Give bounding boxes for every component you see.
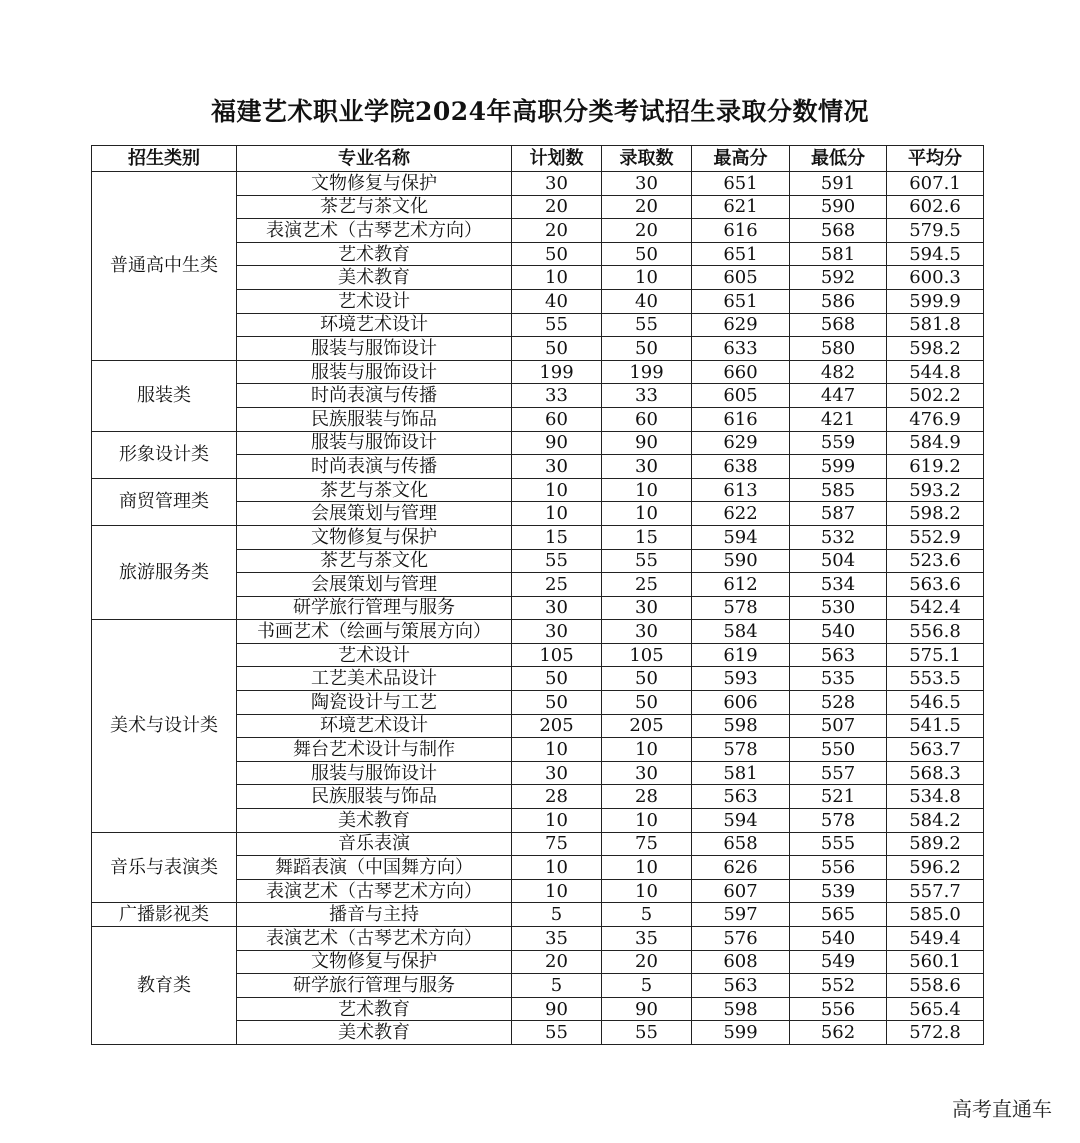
admit-count-cell: 28: [602, 785, 692, 809]
max-score-cell: 608: [692, 950, 790, 974]
plan-count-cell: 40: [512, 289, 602, 313]
admit-count-cell: 5: [602, 974, 692, 998]
min-score-cell: 521: [790, 785, 887, 809]
avg-score-cell: 594.5: [887, 242, 984, 266]
plan-count-cell: 10: [512, 856, 602, 880]
avg-score-cell: 557.7: [887, 879, 984, 903]
major-name-cell: 研学旅行管理与服务: [237, 596, 512, 620]
admit-count-cell: 75: [602, 832, 692, 856]
admit-count-cell: 15: [602, 525, 692, 549]
major-name-cell: 民族服装与饰品: [237, 785, 512, 809]
major-name-cell: 艺术设计: [237, 643, 512, 667]
major-name-cell: 服装与服饰设计: [237, 431, 512, 455]
avg-score-cell: 542.4: [887, 596, 984, 620]
category-cell: 服装类: [92, 360, 237, 431]
major-name-cell: 播音与主持: [237, 903, 512, 927]
plan-count-cell: 90: [512, 997, 602, 1021]
avg-score-cell: 579.5: [887, 219, 984, 243]
plan-count-cell: 5: [512, 903, 602, 927]
avg-score-cell: 552.9: [887, 525, 984, 549]
max-score-cell: 584: [692, 620, 790, 644]
min-score-cell: 590: [790, 195, 887, 219]
header-avg-score: 平均分: [887, 146, 984, 172]
admit-count-cell: 35: [602, 927, 692, 951]
table-row: [92, 172, 984, 196]
max-score-cell: 619: [692, 643, 790, 667]
max-score-cell: 593: [692, 667, 790, 691]
min-score-cell: 568: [790, 219, 887, 243]
max-score-cell: 606: [692, 691, 790, 715]
admission-score-table: [91, 145, 984, 1045]
major-name-cell: 茶艺与茶文化: [237, 549, 512, 573]
avg-score-cell: 546.5: [887, 691, 984, 715]
min-score-cell: 562: [790, 1021, 887, 1045]
table-row: [92, 360, 984, 384]
major-name-cell: 文物修复与保护: [237, 172, 512, 196]
table-row: [92, 620, 984, 644]
header-min-score: 最低分: [790, 146, 887, 172]
min-score-cell: 540: [790, 620, 887, 644]
avg-score-cell: 549.4: [887, 927, 984, 951]
avg-score-cell: 596.2: [887, 856, 984, 880]
major-name-cell: 舞蹈表演（中国舞方向）: [237, 856, 512, 880]
min-score-cell: 599: [790, 455, 887, 479]
major-name-cell: 陶瓷设计与工艺: [237, 691, 512, 715]
admit-count-cell: 10: [602, 738, 692, 762]
major-name-cell: 表演艺术（古琴艺术方向）: [237, 219, 512, 243]
admit-count-cell: 50: [602, 242, 692, 266]
max-score-cell: 605: [692, 384, 790, 408]
major-name-cell: 时尚表演与传播: [237, 384, 512, 408]
admit-count-cell: 10: [602, 502, 692, 526]
major-name-cell: 服装与服饰设计: [237, 761, 512, 785]
major-name-cell: 民族服装与饰品: [237, 407, 512, 431]
major-name-cell: 舞台艺术设计与制作: [237, 738, 512, 762]
major-name-cell: 美术教育: [237, 1021, 512, 1045]
major-name-cell: 音乐表演: [237, 832, 512, 856]
admit-count-cell: 60: [602, 407, 692, 431]
max-score-cell: 638: [692, 455, 790, 479]
admit-count-cell: 50: [602, 667, 692, 691]
min-score-cell: 585: [790, 478, 887, 502]
category-cell: 旅游服务类: [92, 525, 237, 619]
avg-score-cell: 602.6: [887, 195, 984, 219]
admit-count-cell: 90: [602, 431, 692, 455]
max-score-cell: 621: [692, 195, 790, 219]
min-score-cell: 586: [790, 289, 887, 313]
major-name-cell: 艺术教育: [237, 997, 512, 1021]
admit-count-cell: 55: [602, 313, 692, 337]
min-score-cell: 482: [790, 360, 887, 384]
min-score-cell: 534: [790, 573, 887, 597]
plan-count-cell: 28: [512, 785, 602, 809]
plan-count-cell: 20: [512, 195, 602, 219]
plan-count-cell: 10: [512, 502, 602, 526]
avg-score-cell: 607.1: [887, 172, 984, 196]
plan-count-cell: 30: [512, 596, 602, 620]
admit-count-cell: 20: [602, 195, 692, 219]
min-score-cell: 504: [790, 549, 887, 573]
avg-score-cell: 572.8: [887, 1021, 984, 1045]
avg-score-cell: 600.3: [887, 266, 984, 290]
max-score-cell: 616: [692, 407, 790, 431]
max-score-cell: 581: [692, 761, 790, 785]
admit-count-cell: 205: [602, 714, 692, 738]
admit-count-cell: 30: [602, 455, 692, 479]
min-score-cell: 549: [790, 950, 887, 974]
major-name-cell: 艺术教育: [237, 242, 512, 266]
admit-count-cell: 5: [602, 903, 692, 927]
plan-count-cell: 30: [512, 172, 602, 196]
table-row: [92, 478, 984, 502]
avg-score-cell: 598.2: [887, 337, 984, 361]
admit-count-cell: 10: [602, 879, 692, 903]
min-score-cell: 532: [790, 525, 887, 549]
max-score-cell: 578: [692, 738, 790, 762]
avg-score-cell: 560.1: [887, 950, 984, 974]
major-name-cell: 文物修复与保护: [237, 525, 512, 549]
max-score-cell: 660: [692, 360, 790, 384]
avg-score-cell: 544.8: [887, 360, 984, 384]
plan-count-cell: 105: [512, 643, 602, 667]
min-score-cell: 539: [790, 879, 887, 903]
max-score-cell: 607: [692, 879, 790, 903]
category-cell: 商贸管理类: [92, 478, 237, 525]
plan-count-cell: 20: [512, 219, 602, 243]
max-score-cell: 613: [692, 478, 790, 502]
plan-count-cell: 50: [512, 337, 602, 361]
admit-count-cell: 10: [602, 856, 692, 880]
avg-score-cell: 568.3: [887, 761, 984, 785]
plan-count-cell: 50: [512, 242, 602, 266]
admit-count-cell: 25: [602, 573, 692, 597]
major-name-cell: 时尚表演与传播: [237, 455, 512, 479]
table-row: [92, 927, 984, 951]
admit-count-cell: 55: [602, 549, 692, 573]
min-score-cell: 555: [790, 832, 887, 856]
min-score-cell: 540: [790, 927, 887, 951]
watermark-text: 高考直通车: [952, 1097, 1052, 1121]
avg-score-cell: 565.4: [887, 997, 984, 1021]
avg-score-cell: 556.8: [887, 620, 984, 644]
category-cell: 音乐与表演类: [92, 832, 237, 903]
max-score-cell: 651: [692, 242, 790, 266]
plan-count-cell: 205: [512, 714, 602, 738]
header-admit-count: 录取数: [602, 146, 692, 172]
min-score-cell: 552: [790, 974, 887, 998]
max-score-cell: 590: [692, 549, 790, 573]
min-score-cell: 421: [790, 407, 887, 431]
admit-count-cell: 105: [602, 643, 692, 667]
max-score-cell: 612: [692, 573, 790, 597]
max-score-cell: 629: [692, 431, 790, 455]
max-score-cell: 598: [692, 997, 790, 1021]
plan-count-cell: 50: [512, 691, 602, 715]
plan-count-cell: 30: [512, 455, 602, 479]
max-score-cell: 594: [692, 809, 790, 833]
header-plan-count: 计划数: [512, 146, 602, 172]
max-score-cell: 629: [692, 313, 790, 337]
max-score-cell: 563: [692, 974, 790, 998]
major-name-cell: 茶艺与茶文化: [237, 478, 512, 502]
min-score-cell: 581: [790, 242, 887, 266]
major-name-cell: 环境艺术设计: [237, 313, 512, 337]
major-name-cell: 研学旅行管理与服务: [237, 974, 512, 998]
plan-count-cell: 25: [512, 573, 602, 597]
plan-count-cell: 55: [512, 1021, 602, 1045]
min-score-cell: 556: [790, 856, 887, 880]
major-name-cell: 美术教育: [237, 266, 512, 290]
category-cell: 美术与设计类: [92, 620, 237, 832]
min-score-cell: 530: [790, 596, 887, 620]
admit-count-cell: 10: [602, 478, 692, 502]
max-score-cell: 578: [692, 596, 790, 620]
max-score-cell: 594: [692, 525, 790, 549]
min-score-cell: 563: [790, 643, 887, 667]
avg-score-cell: 558.6: [887, 974, 984, 998]
major-name-cell: 工艺美术品设计: [237, 667, 512, 691]
major-name-cell: 文物修复与保护: [237, 950, 512, 974]
min-score-cell: 580: [790, 337, 887, 361]
major-name-cell: 会展策划与管理: [237, 502, 512, 526]
min-score-cell: 592: [790, 266, 887, 290]
min-score-cell: 507: [790, 714, 887, 738]
avg-score-cell: 502.2: [887, 384, 984, 408]
admit-count-cell: 50: [602, 691, 692, 715]
category-cell: 教育类: [92, 927, 237, 1045]
table-row: [92, 832, 984, 856]
table-row: [92, 525, 984, 549]
page-title: 福建艺术职业学院2024年高职分类考试招生录取分数情况: [210, 97, 870, 126]
plan-count-cell: 10: [512, 266, 602, 290]
plan-count-cell: 75: [512, 832, 602, 856]
admit-count-cell: 10: [602, 266, 692, 290]
avg-score-cell: 599.9: [887, 289, 984, 313]
max-score-cell: 616: [692, 219, 790, 243]
category-cell: 普通高中生类: [92, 172, 237, 361]
avg-score-cell: 584.9: [887, 431, 984, 455]
max-score-cell: 576: [692, 927, 790, 951]
min-score-cell: 550: [790, 738, 887, 762]
major-name-cell: 茶艺与茶文化: [237, 195, 512, 219]
table-body: [92, 172, 984, 1045]
plan-count-cell: 60: [512, 407, 602, 431]
avg-score-cell: 563.6: [887, 573, 984, 597]
avg-score-cell: 476.9: [887, 407, 984, 431]
min-score-cell: 565: [790, 903, 887, 927]
admit-count-cell: 30: [602, 172, 692, 196]
table-row: [92, 903, 984, 927]
admit-count-cell: 10: [602, 809, 692, 833]
avg-score-cell: 593.2: [887, 478, 984, 502]
admit-count-cell: 30: [602, 596, 692, 620]
admit-count-cell: 20: [602, 950, 692, 974]
avg-score-cell: 581.8: [887, 313, 984, 337]
plan-count-cell: 10: [512, 738, 602, 762]
table-row: [92, 431, 984, 455]
min-score-cell: 528: [790, 691, 887, 715]
plan-count-cell: 5: [512, 974, 602, 998]
avg-score-cell: 534.8: [887, 785, 984, 809]
min-score-cell: 587: [790, 502, 887, 526]
admit-count-cell: 20: [602, 219, 692, 243]
header-max-score: 最高分: [692, 146, 790, 172]
min-score-cell: 557: [790, 761, 887, 785]
avg-score-cell: 563.7: [887, 738, 984, 762]
max-score-cell: 598: [692, 714, 790, 738]
plan-count-cell: 30: [512, 761, 602, 785]
avg-score-cell: 523.6: [887, 549, 984, 573]
avg-score-cell: 585.0: [887, 903, 984, 927]
avg-score-cell: 541.5: [887, 714, 984, 738]
major-name-cell: 服装与服饰设计: [237, 337, 512, 361]
plan-count-cell: 90: [512, 431, 602, 455]
admit-count-cell: 40: [602, 289, 692, 313]
plan-count-cell: 10: [512, 478, 602, 502]
max-score-cell: 599: [692, 1021, 790, 1045]
plan-count-cell: 33: [512, 384, 602, 408]
plan-count-cell: 50: [512, 667, 602, 691]
avg-score-cell: 553.5: [887, 667, 984, 691]
min-score-cell: 568: [790, 313, 887, 337]
table-header-row: [92, 146, 984, 172]
max-score-cell: 563: [692, 785, 790, 809]
major-name-cell: 艺术设计: [237, 289, 512, 313]
avg-score-cell: 584.2: [887, 809, 984, 833]
major-name-cell: 书画艺术（绘画与策展方向）: [237, 620, 512, 644]
admit-count-cell: 33: [602, 384, 692, 408]
major-name-cell: 表演艺术（古琴艺术方向）: [237, 927, 512, 951]
admit-count-cell: 30: [602, 761, 692, 785]
plan-count-cell: 10: [512, 809, 602, 833]
header-category: 招生类别: [92, 146, 237, 172]
category-cell: 形象设计类: [92, 431, 237, 478]
header-major: 专业名称: [237, 146, 512, 172]
plan-count-cell: 55: [512, 549, 602, 573]
admit-count-cell: 50: [602, 337, 692, 361]
avg-score-cell: 589.2: [887, 832, 984, 856]
max-score-cell: 626: [692, 856, 790, 880]
max-score-cell: 605: [692, 266, 790, 290]
max-score-cell: 651: [692, 172, 790, 196]
major-name-cell: 美术教育: [237, 809, 512, 833]
min-score-cell: 535: [790, 667, 887, 691]
min-score-cell: 591: [790, 172, 887, 196]
admit-count-cell: 30: [602, 620, 692, 644]
min-score-cell: 578: [790, 809, 887, 833]
major-name-cell: 服装与服饰设计: [237, 360, 512, 384]
max-score-cell: 622: [692, 502, 790, 526]
min-score-cell: 556: [790, 997, 887, 1021]
max-score-cell: 658: [692, 832, 790, 856]
admit-count-cell: 199: [602, 360, 692, 384]
max-score-cell: 651: [692, 289, 790, 313]
plan-count-cell: 199: [512, 360, 602, 384]
avg-score-cell: 598.2: [887, 502, 984, 526]
plan-count-cell: 30: [512, 620, 602, 644]
category-cell: 广播影视类: [92, 903, 237, 927]
plan-count-cell: 35: [512, 927, 602, 951]
avg-score-cell: 619.2: [887, 455, 984, 479]
plan-count-cell: 20: [512, 950, 602, 974]
min-score-cell: 447: [790, 384, 887, 408]
min-score-cell: 559: [790, 431, 887, 455]
max-score-cell: 597: [692, 903, 790, 927]
max-score-cell: 633: [692, 337, 790, 361]
admit-count-cell: 90: [602, 997, 692, 1021]
plan-count-cell: 55: [512, 313, 602, 337]
plan-count-cell: 15: [512, 525, 602, 549]
avg-score-cell: 575.1: [887, 643, 984, 667]
major-name-cell: 环境艺术设计: [237, 714, 512, 738]
major-name-cell: 表演艺术（古琴艺术方向）: [237, 879, 512, 903]
plan-count-cell: 10: [512, 879, 602, 903]
admit-count-cell: 55: [602, 1021, 692, 1045]
major-name-cell: 会展策划与管理: [237, 573, 512, 597]
